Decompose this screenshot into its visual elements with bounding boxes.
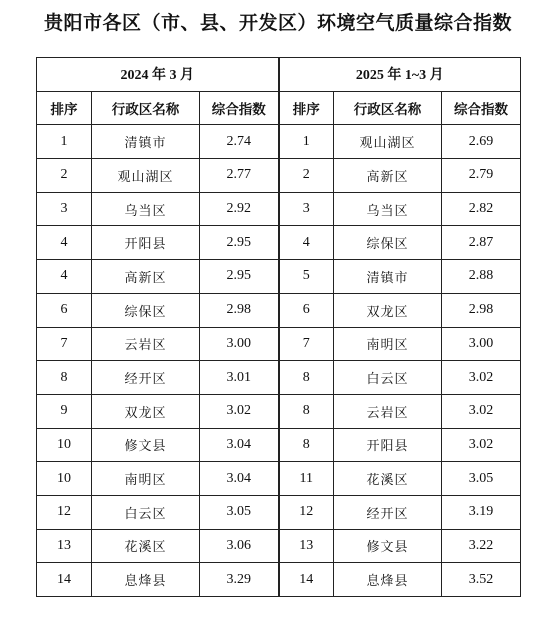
index-2024-cell: 3.05 [200,495,279,529]
index-2024-cell: 3.04 [200,462,279,496]
district-2025-cell: 清镇市 [334,260,442,294]
district-2024-cell: 综保区 [92,293,200,327]
district-2025-cell: 观山湖区 [334,125,442,159]
district-2024-cell: 花溪区 [92,529,200,563]
district-2024-cell: 南明区 [92,462,200,496]
rank-2024-cell: 3 [37,192,92,226]
index-2024-cell: 3.01 [200,361,279,395]
index-2025-cell: 2.79 [442,159,521,193]
index-2024-cell: 2.77 [200,159,279,193]
column-header-row [37,91,521,125]
district-2025-cell: 白云区 [334,361,442,395]
index-2025-cell: 2.88 [442,260,521,294]
index-2024-cell: 3.04 [200,428,279,462]
rank-2024-cell: 8 [37,361,92,395]
district-2024-cell: 双龙区 [92,394,200,428]
period-2025-header: 2025 年 1~3 月 [279,58,521,92]
rank-2024-cell: 4 [37,260,92,294]
rank-2024-cell: 10 [37,428,92,462]
rank-2025-cell: 6 [279,293,334,327]
index-header: 综合指数 [442,91,521,125]
table-row [37,563,521,597]
district-2024-cell: 云岩区 [92,327,200,361]
district-2025-cell: 综保区 [334,226,442,260]
district-2025-cell: 高新区 [334,159,442,193]
index-2024-cell: 3.00 [200,327,279,361]
rank-2025-cell: 5 [279,260,334,294]
index-2025-cell: 2.87 [442,226,521,260]
index-2025-cell: 2.98 [442,293,521,327]
district-2025-cell: 息烽县 [334,563,442,597]
rank-2024-cell: 10 [37,462,92,496]
index-2025-cell: 3.05 [442,462,521,496]
period-2024-header: 2024 年 3 月 [37,58,279,92]
rank-2025-cell: 4 [279,226,334,260]
district-2024-cell: 清镇市 [92,125,200,159]
index-2024-cell: 3.06 [200,529,279,563]
rank-2024-cell: 14 [37,563,92,597]
rank-2024-cell: 13 [37,529,92,563]
rank-2025-cell: 13 [279,529,334,563]
district-2025-cell: 乌当区 [334,192,442,226]
rank-2024-cell: 7 [37,327,92,361]
rank-2024-cell: 4 [37,226,92,260]
district-2024-cell: 开阳县 [92,226,200,260]
table-row [37,125,521,159]
rank-2025-cell: 12 [279,495,334,529]
district-2024-cell: 高新区 [92,260,200,294]
index-2024-cell: 2.98 [200,293,279,327]
rank-2025-cell: 7 [279,327,334,361]
index-2024-cell: 2.95 [200,226,279,260]
table-body [37,125,521,597]
rank-2025-cell: 8 [279,361,334,395]
rank-header: 排序 [37,91,92,125]
rank-header: 排序 [279,91,334,125]
index-2025-cell: 3.02 [442,428,521,462]
district-header: 行政区名称 [334,91,442,125]
rank-2024-cell: 12 [37,495,92,529]
district-2025-cell: 经开区 [334,495,442,529]
district-2024-cell: 息烽县 [92,563,200,597]
district-2025-cell: 花溪区 [334,462,442,496]
index-header: 综合指数 [200,91,279,125]
rank-2024-cell: 6 [37,293,92,327]
period-header-row [37,58,521,92]
table-row [37,529,521,563]
rank-2025-cell: 2 [279,159,334,193]
table-row [37,394,521,428]
district-2024-cell: 乌当区 [92,192,200,226]
table-row [37,327,521,361]
table-row [37,495,521,529]
rank-2025-cell: 8 [279,394,334,428]
page-title: 贵阳市各区（市、县、开发区）环境空气质量综合指数 [43,12,512,34]
district-2025-cell: 云岩区 [334,394,442,428]
index-2025-cell: 3.02 [442,361,521,395]
rank-2024-cell: 2 [37,159,92,193]
table-row [37,293,521,327]
table-row [37,428,521,462]
district-2024-cell: 观山湖区 [92,159,200,193]
index-2025-cell: 3.19 [442,495,521,529]
table-row [37,260,521,294]
table-row [37,192,521,226]
index-2024-cell: 2.95 [200,260,279,294]
table-row [37,159,521,193]
district-2025-cell: 开阳县 [334,428,442,462]
table-row [37,361,521,395]
rank-2025-cell: 1 [279,125,334,159]
table-row [37,226,521,260]
index-2024-cell: 3.02 [200,394,279,428]
index-2024-cell: 2.74 [200,125,279,159]
air-quality-table [36,57,521,597]
index-2025-cell: 2.82 [442,192,521,226]
index-2024-cell: 2.92 [200,192,279,226]
district-2025-cell: 南明区 [334,327,442,361]
district-2024-cell: 白云区 [92,495,200,529]
district-2025-cell: 修文县 [334,529,442,563]
district-2024-cell: 经开区 [92,361,200,395]
rank-2025-cell: 14 [279,563,334,597]
rank-2025-cell: 8 [279,428,334,462]
rank-2024-cell: 1 [37,125,92,159]
rank-2024-cell: 9 [37,394,92,428]
rank-2025-cell: 11 [279,462,334,496]
district-header: 行政区名称 [92,91,200,125]
rank-2025-cell: 3 [279,192,334,226]
index-2025-cell: 3.52 [442,563,521,597]
district-2024-cell: 修文县 [92,428,200,462]
index-2025-cell: 2.69 [442,125,521,159]
index-2025-cell: 3.00 [442,327,521,361]
district-2025-cell: 双龙区 [334,293,442,327]
table-row [37,462,521,496]
index-2025-cell: 3.22 [442,529,521,563]
index-2024-cell: 3.29 [200,563,279,597]
index-2025-cell: 3.02 [442,394,521,428]
